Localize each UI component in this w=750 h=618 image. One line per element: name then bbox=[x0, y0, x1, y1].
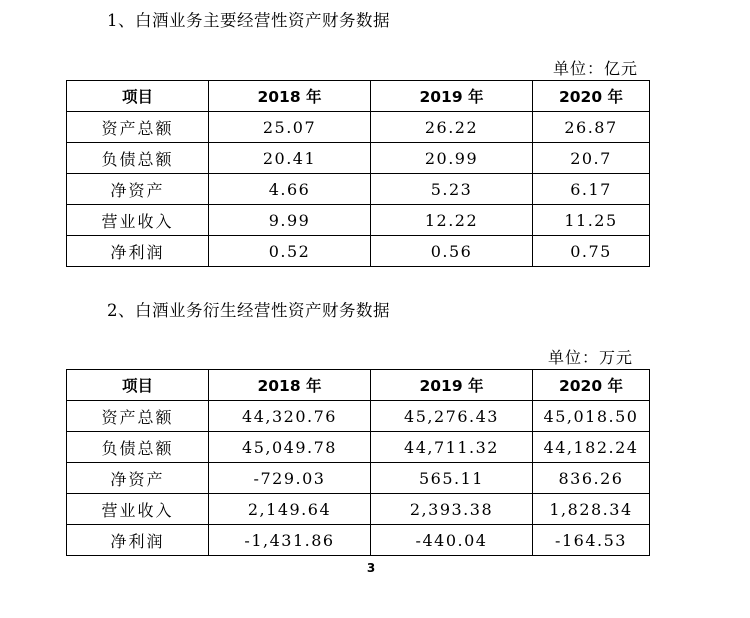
column-header: 项目 bbox=[67, 81, 209, 112]
column-header: 项目 bbox=[67, 370, 209, 401]
table-cell: 20.99 bbox=[371, 143, 533, 174]
table-cell: 2,149.64 bbox=[209, 494, 371, 525]
column-header: 2019 年 bbox=[371, 81, 533, 112]
table-cell: 26.22 bbox=[371, 112, 533, 143]
row-label: 资产总额 bbox=[67, 112, 209, 143]
row-label: 净资产 bbox=[67, 174, 209, 205]
row-label: 净利润 bbox=[67, 525, 209, 556]
table-cell: -729.03 bbox=[209, 463, 371, 494]
row-label: 负债总额 bbox=[67, 143, 209, 174]
row-label: 资产总额 bbox=[67, 401, 209, 432]
section1-heading: 1、白酒业务主要经营性资产财务数据 bbox=[107, 11, 390, 30]
table-cell: 1,828.34 bbox=[533, 494, 650, 525]
table-row bbox=[67, 143, 650, 174]
table-row bbox=[67, 205, 650, 236]
table-cell: 9.99 bbox=[209, 205, 371, 236]
table-cell: 11.25 bbox=[533, 205, 650, 236]
table-row bbox=[67, 463, 650, 494]
row-label: 净利润 bbox=[67, 236, 209, 267]
row-label: 营业收入 bbox=[67, 205, 209, 236]
table-cell: 45,276.43 bbox=[371, 401, 533, 432]
row-label: 净资产 bbox=[67, 463, 209, 494]
table-cell: -440.04 bbox=[371, 525, 533, 556]
column-header: 2019 年 bbox=[371, 370, 533, 401]
table-row bbox=[67, 174, 650, 205]
page-number: 3 bbox=[366, 561, 376, 575]
column-header: 2018 年 bbox=[209, 81, 371, 112]
table-cell: 25.07 bbox=[209, 112, 371, 143]
table-cell: 836.26 bbox=[533, 463, 650, 494]
table-cell: 6.17 bbox=[533, 174, 650, 205]
column-header: 2020 年 bbox=[533, 370, 650, 401]
main-assets-table bbox=[66, 80, 650, 267]
table-cell: 20.7 bbox=[533, 143, 650, 174]
table-cell: 12.22 bbox=[371, 205, 533, 236]
table-cell: 44,320.76 bbox=[209, 401, 371, 432]
table-cell: 0.52 bbox=[209, 236, 371, 267]
section1-unit: 单位：亿元 bbox=[553, 59, 639, 78]
section2-unit: 单位：万元 bbox=[548, 348, 634, 367]
column-header: 2018 年 bbox=[209, 370, 371, 401]
column-header: 2020 年 bbox=[533, 81, 650, 112]
table-cell: 4.66 bbox=[209, 174, 371, 205]
table-cell: 44,182.24 bbox=[533, 432, 650, 463]
table-cell: 26.87 bbox=[533, 112, 650, 143]
table-cell: 44,711.32 bbox=[371, 432, 533, 463]
table-header-row bbox=[67, 370, 650, 401]
table-cell: 565.11 bbox=[371, 463, 533, 494]
table-cell: 45,049.78 bbox=[209, 432, 371, 463]
table-cell: 20.41 bbox=[209, 143, 371, 174]
table-row bbox=[67, 432, 650, 463]
row-label: 负债总额 bbox=[67, 432, 209, 463]
table-cell: 0.75 bbox=[533, 236, 650, 267]
table-row bbox=[67, 236, 650, 267]
table-cell: 2,393.38 bbox=[371, 494, 533, 525]
table-row bbox=[67, 525, 650, 556]
table-row bbox=[67, 494, 650, 525]
row-label: 营业收入 bbox=[67, 494, 209, 525]
table-cell: 5.23 bbox=[371, 174, 533, 205]
section2-heading: 2、白酒业务衍生经营性资产财务数据 bbox=[107, 301, 390, 320]
table-cell: 0.56 bbox=[371, 236, 533, 267]
table-row bbox=[67, 401, 650, 432]
derived-assets-table bbox=[66, 369, 650, 556]
table-row bbox=[67, 112, 650, 143]
table-cell: 45,018.50 bbox=[533, 401, 650, 432]
table-header-row bbox=[67, 81, 650, 112]
table-cell: -164.53 bbox=[533, 525, 650, 556]
table-cell: -1,431.86 bbox=[209, 525, 371, 556]
